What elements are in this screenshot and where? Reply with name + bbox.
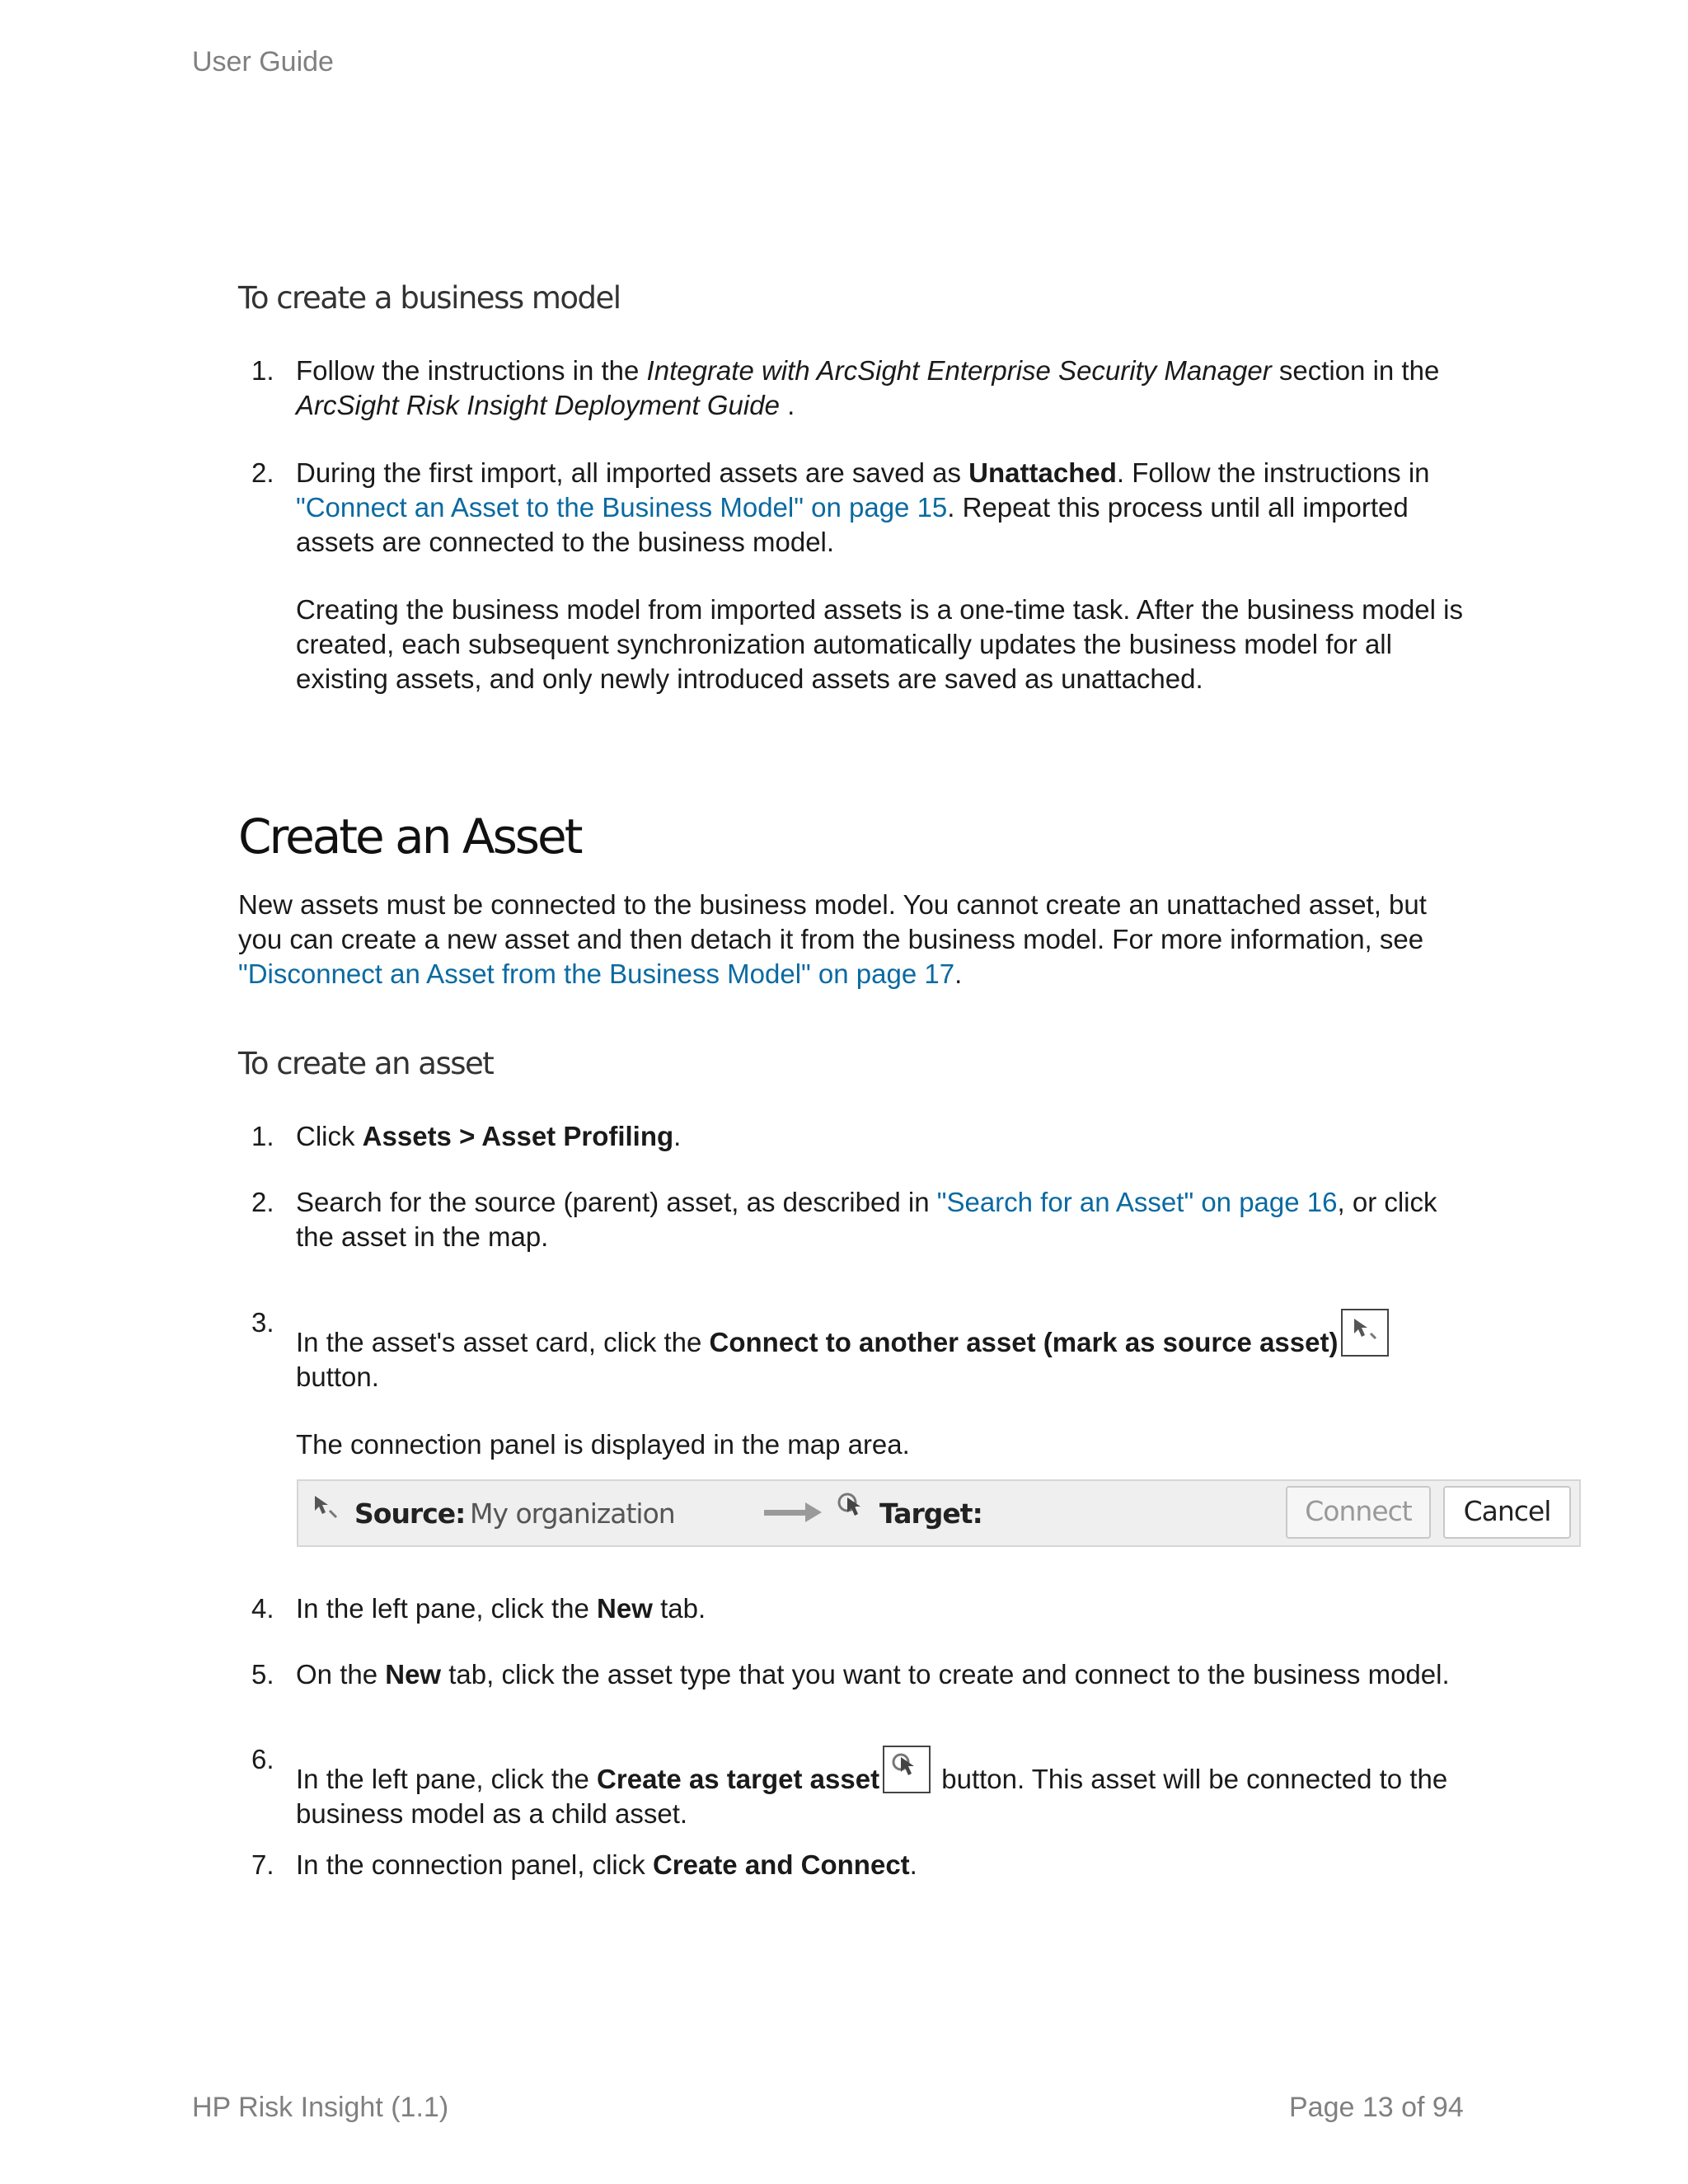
search-asset-link[interactable]: "Search for an Asset" on page 16 <box>936 1187 1338 1217</box>
deployment-guide-ref: ArcSight Risk Insight Deployment Guide <box>296 390 780 420</box>
page-header-title: User Guide <box>192 46 334 77</box>
procedure-heading-text: To create an asset <box>238 1046 494 1081</box>
cancel-button[interactable]: Cancel <box>1443 1486 1571 1539</box>
section-title: Create an Asset <box>238 808 581 865</box>
connection-panel <box>297 1479 1581 1547</box>
section-intro: New assets must be connected to the business model. You cannot create an unattached asset, but you can create a new asset and then detach it from the business model. For more information, see "Disconnect an Asset from the Business Model" on page 17. <box>238 889 1427 989</box>
step-number: 1. <box>251 355 274 386</box>
step-text: Follow the instructions in the Integrate with ArcSight Enterprise Security Manager section in the ArcSight Risk Insight Deployment Guide . <box>296 355 1440 420</box>
guide-section-ref: Integrate with ArcSight Enterprise Security Manager <box>646 355 1272 386</box>
footer-product: HP Risk Insight (1.1) <box>192 2092 449 2123</box>
connect-button[interactable]: Connect <box>1286 1486 1431 1539</box>
connect-asset-link[interactable]: "Connect an Asset to the Business Model" on page 15 <box>296 492 948 523</box>
procedure-heading-create-asset <box>238 1043 1458 1085</box>
source-label: Source: <box>354 1497 466 1530</box>
footer-page-number: Page 13 of 94 <box>1289 2092 1464 2123</box>
target-label: Target: <box>879 1497 982 1530</box>
source-value: My organization <box>470 1497 675 1530</box>
procedure-heading-business-model <box>238 278 1458 319</box>
arrow-right-icon <box>764 1499 823 1531</box>
source-asset-icon <box>310 1493 343 1532</box>
mark-as-source-icon <box>1341 1309 1389 1357</box>
disconnect-asset-link[interactable]: "Disconnect an Asset from the Business Model" on page 17 <box>238 958 955 989</box>
procedure-heading-text: To create a business model <box>238 280 621 316</box>
step-text: During the first import, all imported assets are saved as Unattached. Follow the instructions in "Connect an Asset to the Business Model" on page 15. Repeat this process until all imported assets are connected to the business model. Creating the business model from imported assets is a one-time task. After the business model is created, each subsequent synchronization automatically updates the business model for all existing assets, and only newly introduced assets are saved as unattached. <box>296 456 1466 696</box>
section-heading-create-asset <box>238 807 1458 866</box>
step-note: Creating the business model from imported assets is a one-time task. After the business model is created, each subsequent synchronization automatically updates the business model for all existing assets, and only newly introduced assets are saved as unattached. <box>296 594 1463 694</box>
target-asset-icon <box>836 1491 872 1534</box>
step-number: 2. <box>251 457 274 488</box>
create-as-target-icon <box>883 1746 931 1793</box>
